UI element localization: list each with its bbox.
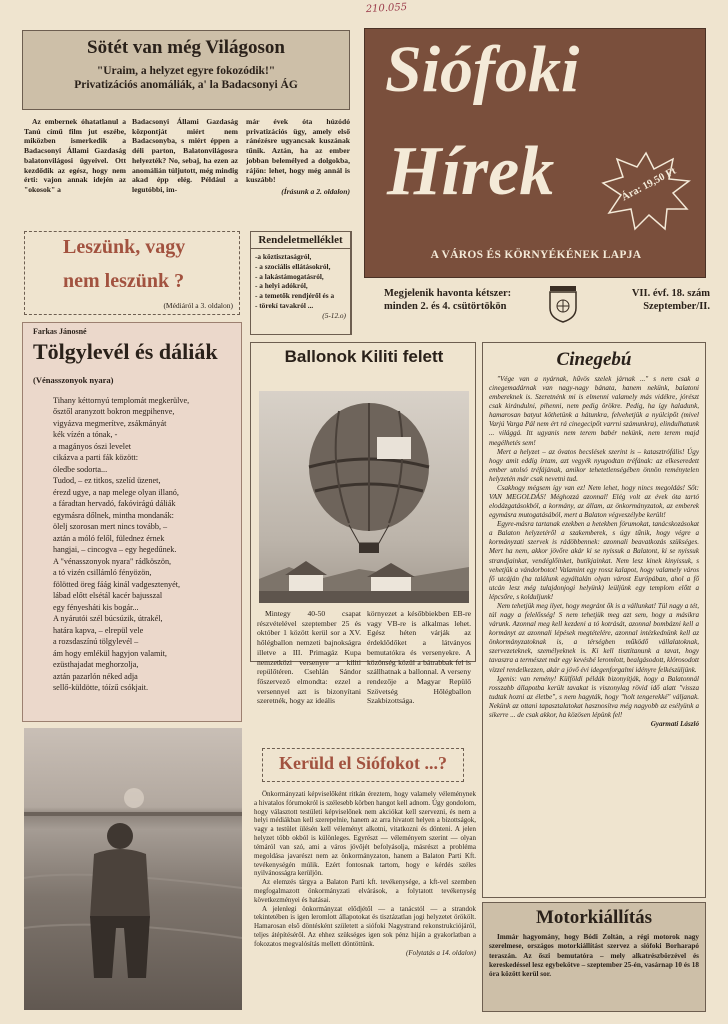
poem-line: lábad előtt elsétál kacér bajusszal: [53, 591, 163, 601]
top-story-subhead-2: Privatizációs anomáliák, a' la Badacsonyi ÁG: [74, 79, 298, 91]
rendelet-pages: (5-12.o): [322, 310, 346, 320]
poem-line: A nyárutói szél búcsúzik, útrakél,: [53, 614, 163, 624]
poem-body: [53, 395, 239, 694]
poem-line: óledbe sodorta...: [53, 464, 108, 474]
leszunk-line-1: Leszünk, vagy: [63, 236, 186, 258]
poem-line: a magányos ószi levelet: [53, 441, 131, 451]
leszunk-box: [24, 231, 240, 315]
rendelet-item: - a temetők rendjéről és a: [255, 291, 335, 301]
poem-line: határa kapva, – elrepül vele: [53, 625, 144, 635]
poem-line: sellő-küldötte, tóízű csókjait.: [53, 683, 149, 693]
poem-line: A "vénasszonyok nyara" rádköszön,: [53, 556, 172, 566]
kerüld-paragraph-3: A jelenlegi önkormányzat elődjétől — a tanácstól — a strandok tekintetében is igen leromlott állapotokat és tisztázatlan jogi helyzetet örökölt. Hamarosan első döntésként született a siófoki Nagystrand rekonstrukciójáról, teljes átépítéséről. Az ehhez szükséges igen sok pénz hiján a gyakorlatban a fokozatos megvalósítás mellett döntöttünk.: [254, 904, 476, 948]
cinegebu-paragraph-4: Egyre-másra tartanak ezekben a hetekben fórumokat, tanácskozásokat a Balaton helyzetéről a szakemberek, s úgy tűnik, hogy végre a kormányzati szervek is rádöbbennek: azonnali beavatkozás szükséges. Mert ha nem, akkor jövőre akár ki se nyissuk a Balatont, ki se nyissuk strandjainkat, vendéglőinket, butikjainkat. Nem lesz kinek kinyissuk, s vehetjük a vándorbotot! Valamint egy rossz kalapot, hogy valamely város fő utcáján (ha találunk egyáltalán olyan várost Európában, ahol a fő utcán lesz még tulajdonjogi helyünk) leüljünk egy templom előtt a lépcsőre, s kolduljunk!: [489, 520, 699, 601]
poem-line: Tudod, – ez titkos, szelíd üzenet,: [53, 476, 161, 486]
top-story-col-2: [132, 117, 238, 227]
motor-section: [482, 902, 706, 1012]
rendelet-item: - törekí tavakról ...: [255, 300, 314, 310]
leszunk-note: (Médiáról a 3. oldalon): [163, 301, 233, 310]
rendelet-item: - a lakástámogatásról,: [255, 271, 324, 281]
poem-line: Tihany kéttornyú templomát megkerülve,: [53, 396, 190, 405]
poem-line: fölötted öreg fáág kinál vadgesztenyét,: [53, 579, 181, 589]
top-story-headline: Sötét van még Világoson: [87, 37, 285, 58]
poem-line: a rozsdaszínú tölgylevél –: [53, 637, 139, 647]
schedule: [384, 287, 544, 317]
city-coat-of-arms: [546, 284, 580, 324]
poem-line: cikázva a parti fák között:: [53, 453, 139, 463]
cinegebu-paragraph-3: Csakhogy mégsem így van ez! Nem lehet, hogy nincs megoldás! Sőt: VAN MEGOLDÁS! Méghozzá azonnal! Elég volt az évek óta tartó elodázgatásokból, a kormány, az állam, az önkormányzatok, az emberek egymásra mutogatásából, mert a Balaton végveszélybe került!: [489, 483, 699, 520]
poem-line: aztán a móló felől, fülednez érnek: [53, 533, 165, 543]
poem-line: kék vízén a tónak, -: [53, 430, 118, 440]
rendelet-item: - a szociális ellátásokról,: [255, 261, 331, 271]
poem-line: ezüsthajadat meghorzolja,: [53, 660, 139, 670]
motor-text: Immár hagyomány, hogy Bódi Zoltán, a régi motorok nagy szerelmese, országos motorkiállítást szervez a siófoki Borharapó teraszán. Az őszi bemutatóra – mely alkatrészbörzével és kereskedéssel lesz egybekötve – szeptember 25-én, vasárnap 10 és 18 óra között kerül sor.: [489, 933, 699, 979]
motor-body: [483, 929, 705, 980]
cinegebu-section: [482, 342, 706, 898]
rendelet-item: -a köztisztaságról,: [255, 252, 312, 261]
poem-line: ölelj szorosan mert nincs tovább, –: [53, 522, 168, 532]
top-story-col-1-text: Az embernek óhatatlanul a Tanú című film jut eszébe, miközben ismerkedik a Badacsonyi Állami Gazdaság balatonvilágosi ügyeivel. Ott kezdődik az egész, hogy nem érti: vajon annak idején az "okosok" a: [24, 117, 126, 195]
issue-info: [592, 287, 710, 317]
schedule-line-1: Megjelenik havonta kétszer:: [384, 288, 512, 299]
top-story-col-3: [246, 117, 350, 227]
cinegebu-headline: Cinegebú: [556, 349, 632, 370]
volume-number: VII. évf. 18. szám: [631, 288, 710, 299]
poem-author: Farkas Jánosné: [33, 327, 87, 336]
kerüld-paragraph-2: Az elemzés tárgya a Balaton Parti kft. tevékenysége, a kft-vel szemben megfogalmazott önkormányzati elvárások, a folytatott tevékenység következményei és hatásai.: [254, 878, 476, 904]
masthead-subtitle: A VÁROS ÉS KÖRNYÉKÉNEK LAPJA: [430, 249, 642, 261]
price-star: [601, 151, 691, 231]
poem-line: a fáradtan hervadó, fakóvirágú dáliák: [53, 499, 176, 509]
top-story-col-3-text: már évek óta húzódó privatizációs ügy, amely első ránézésre ugyancsak kuszának tűnik. Aztán, ha az ember jobban belemélyed a dolgokba, rájön: lehet, hogy még annál is kuszább!: [246, 117, 350, 185]
poem-line: ám hogy emlékül hagyjon valamit,: [53, 648, 167, 658]
rendelet-box: [250, 231, 352, 335]
ballonok-col-1-text: Mintegy 40-50 csapat részvételével szeptember 25 és október 1 között kerül sor a XV. hőlégballon nemzeti bajnokságra illetve a III. Primagáz Kupa nemzetközi versenyre a kiliti repülőtéren. Csehlán Sándor főszervező elmondta: ezzel a versennyel azt is bizonyítani szeretnék, hogy az ideális: [257, 609, 361, 706]
poem-title: Tölgylevél és dáliák: [33, 339, 218, 364]
motor-headline: Motorkiállítás: [535, 907, 653, 928]
poem-line: egy fényesháti kis bogár...: [53, 602, 139, 612]
rendelet-title: Rendeletmelléklet: [251, 232, 350, 249]
kerüld-paragraph-1: Önkormányzati képviselőként ritkán éreztem, hogy valamely véleménynek a hivatalos fórumokról is szélesebb körben hangot kell adnom. Úgy gondolom, hogy választott testületi képviselőnek nem akciókat kell szervezni, és nem a helyi médiákban kell szerepelnie, hanem az arra hivatott helyen a bizottságok, vagy a testület ülésén kell véleményt alkotni, vitatkozni és dönteni. A jelen helyzet több okból is különleges. Egyrészt — véleményem szerint — olyan témáról van szó, ami a város jövőjét befolyásolja, másrészt a probléma megoldása javarészt nem az önkormányzaton, hanem a Balaton Parti Kft. tevékenységén múlik. Ezért fontosnak tartom, hogy e kérdés széles nyilvánosságra kerüljön.: [254, 790, 476, 878]
poem-line: vigyázva megmerítve, zsákmányát: [53, 418, 167, 428]
rendelet-list: [251, 249, 350, 320]
poem-line: egymásra dőlnek, mintha mondanák:: [53, 510, 174, 520]
cinegebu-body: [483, 371, 705, 729]
poem-line: ősztől aranyzott bokron megpihenve,: [53, 407, 175, 417]
poem-line: aztán pazarlón néked adja: [53, 671, 138, 681]
balloon-photo: [259, 391, 469, 603]
top-story-continued: (Írásunk a 2. oldalon): [281, 187, 350, 197]
ballonok-col-2-text: környezet a későbbiekben EB-re vagy VB-re is alkalmas lehet. Egész héten várják az érdeklődőket a látványos bemutatókra és versenyekre. A közönség közül a bátrabbak fel is szállhatnak a ballonnal. A verseny rendezője a Magyar Repülő Szövetség Hőlégballon Szakbizottsága.: [367, 609, 471, 706]
top-story-col-1: [24, 117, 126, 227]
masthead-title-1: Siófoki: [385, 33, 580, 106]
poem-line: hangjai, – cincogva – egy hegedűnek.: [53, 545, 177, 555]
cinegebu-paragraph-2: Mert a helyzet – az óvatos becslések szerint is – katasztrófális! Úgy hogy amit eddig írtam, azt vegyék nyugodtan tréfának: az elkeseredett ember utolsó tréfájának, amikor tehetetlenségében önnön reménytelen helyzetén már csak nevetni tud.: [489, 447, 699, 483]
poem-subtitle: (Vénasszonyok nyara): [33, 375, 114, 385]
rendelet-item: - a helyi adókról,: [255, 281, 308, 291]
lake-photo: [24, 728, 242, 1010]
price-label: Ára: 19,50 Ft: [620, 165, 678, 204]
poem-section: [22, 322, 242, 722]
cinegebu-paragraph-6: Igenis: van remény! Külföldi példák bizonyítják, hogy a Balatonnál rosszabb állapotba került tavakat is viszonylag rövid idő alatt "vissza tudtak hozni az életbe", s nem hagyták, hogy "holt tengerekké" váljanak. Nekünk az ottani tapasztalatokat hasznosítva még nagyobb az esélyünk a sikerre ... de csak akkor, ha közösen lépünk fel!: [489, 674, 699, 719]
cinegebu-paragraph-1: "Vége van a nyárnak, hűvös szelek járnak ..." s nem csak a cinegemadárnak van nagy-nagy bánata, hanem nekünk, balatoni embereknek is. Szeretnénk mi is elmenni valamely más vidékre, jórészt csak kirándulni, pihenni, nem pedig örökre. Pedig, ha így haladunk, hamarosan batyut köthetünk a hátunkra, felvehetjük a nyúlcipőt (mivel Varjú Varga Pál nem ért rá cinegecipőt varrni számunkra), elindulhatunk ... világgá. Itt ugyanis nem terem babér nekünk, nem terem majd megélhetés sem!: [489, 375, 699, 447]
top-story-col-2-text: Badacsonyi Állami Gazdaság központját miért nem Badacsonyba, s miért éppen a déli parton, Balatonvilágosra helyezték? No, sebaj, ha ezen az anomálián túljutott, még mindig akad épp elég. Például a legutóbbi, im-: [132, 117, 238, 195]
cinegebu-paragraph-5: Nem tehetjük meg ilyet, hogy megránt ők is a vállunkat! Túl nagy a tét, túl nagy a felelősség! S nem tehetjük meg azt sem, hogy a másikra várunk. Azonnal meg kell kezdeni a tó kotrását, azonnal bombázni kell a kormányt az azonnali lépések megtételére, azonnal intézkednünk kell az önkormányzatoknak is, a térségben működő vállalatoknak, szervezeteknek, személyeknek is. Ki kell tisztítanunk a tavat, hogy tavaszra a természet már egy kevésbé leromlott, bealgásodott, klórosodott vízzel rendelkezzen, akár a jövő évi idegenforgalmi idényre felkészüljünk.: [489, 601, 699, 674]
top-story-subhead-1: "Uraim, a helyzet egyre fokozódik!": [96, 65, 276, 77]
kerüld-continued: (Folytatás a 14. oldalon): [406, 948, 476, 957]
ballonok-section: [250, 342, 476, 706]
stamp: 210.055: [365, 1, 408, 16]
ballonok-col-2: [367, 609, 471, 706]
kerüld-headline-box: [262, 748, 464, 782]
poem-line: érezd ugye, a nap melege olyan illanó,: [53, 487, 179, 497]
schedule-line-2: minden 2. és 4. csütörtökön: [384, 301, 507, 313]
kerüld-headline: Kerüld el Siófokot ...?: [278, 753, 447, 773]
kerüld-body: [254, 790, 476, 1018]
ballonok-headline: Ballonok Kiliti felett: [284, 347, 444, 366]
poem-line: a tó vizén csillámló fényözön,: [53, 568, 152, 578]
ballonok-col-1: [257, 609, 361, 706]
issue-date: Szeptember/II.: [643, 301, 710, 313]
masthead-title-2: Hírek: [387, 133, 555, 210]
top-story-headline-box: [22, 30, 350, 110]
masthead: [364, 28, 706, 278]
cinegebu-signature: Gyarmati László: [650, 719, 699, 728]
leszunk-line-2: nem leszünk ?: [63, 270, 185, 292]
